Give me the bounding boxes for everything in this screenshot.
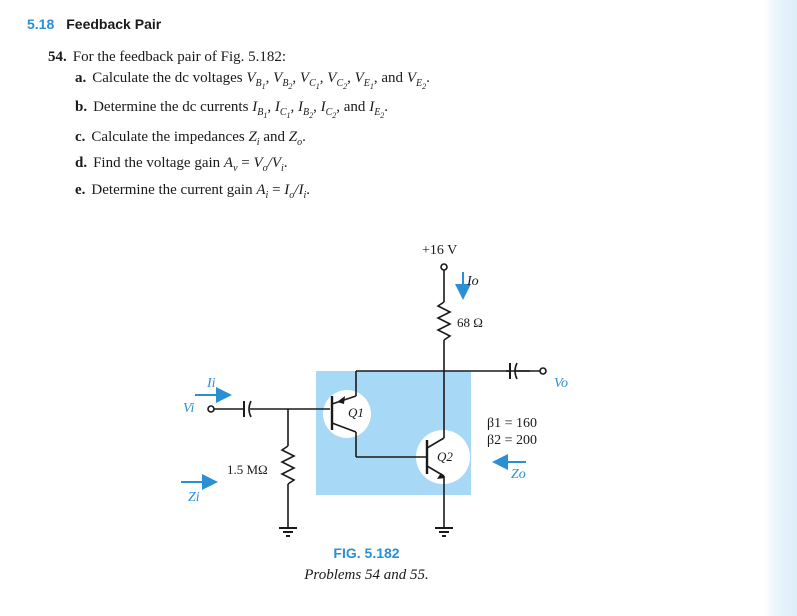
vi-label: Vi	[183, 401, 195, 416]
part-label: a.	[75, 69, 87, 86]
ii-label: Ii	[207, 376, 216, 391]
part-label: e.	[75, 181, 86, 198]
part-label: d.	[75, 155, 88, 171]
part-text: Determine the dc currents $I_{B_1}$, $I_{C_1}$, $I_{B_2}$, $I_{C_2}$, and $I_{E_2}$.	[93, 99, 389, 120]
figure-caption: Problems 54 and 55.	[304, 567, 429, 583]
part-label: b.	[75, 99, 88, 115]
figure-label: FIG. 5.182	[333, 545, 400, 561]
output-terminal	[540, 368, 546, 374]
bias-resistor-label: 1.5 MΩ	[227, 462, 268, 477]
beta-2-label: β2 = 200	[487, 433, 538, 448]
supply-label: +16 V	[422, 243, 458, 258]
q1-label: Q1	[348, 405, 364, 420]
part-label: c.	[75, 128, 86, 145]
collector-resistor-label: 68 Ω	[457, 315, 483, 330]
resistor-68-ohm	[438, 302, 450, 340]
part-text: Calculate the impedances $Z_i$ and $Z_o$.	[91, 128, 306, 148]
supply-terminal	[441, 264, 447, 270]
resistor-1-5-mohm	[282, 446, 294, 484]
io-label: Io	[467, 274, 479, 289]
vo-label: Vo	[554, 376, 568, 391]
problem-intro: For the feedback pair of Fig. 5.182:	[72, 49, 287, 65]
section-title: Feedback Pair	[66, 16, 162, 32]
zi-label: Zi	[188, 490, 200, 505]
problem-number: 54.	[48, 49, 67, 65]
part-text: Determine the current gain $A_i = I_o/I_i$.	[91, 181, 310, 201]
section-number: 5.18	[27, 16, 55, 32]
part-text: Calculate the dc voltages $V_{B_1}$, $V_{B_2}$, $V_{C_1}$, $V_{C_2}$, $V_{E_1}$, and $V_{E_2}$.	[92, 69, 430, 91]
beta-1-label: β1 = 160	[487, 416, 538, 431]
part-text: Find the voltage gain $A_v = V_o/V_i$.	[93, 155, 288, 174]
zo-label: Zo	[511, 467, 526, 482]
q2-label: Q2	[437, 449, 453, 464]
input-terminal	[208, 406, 214, 412]
